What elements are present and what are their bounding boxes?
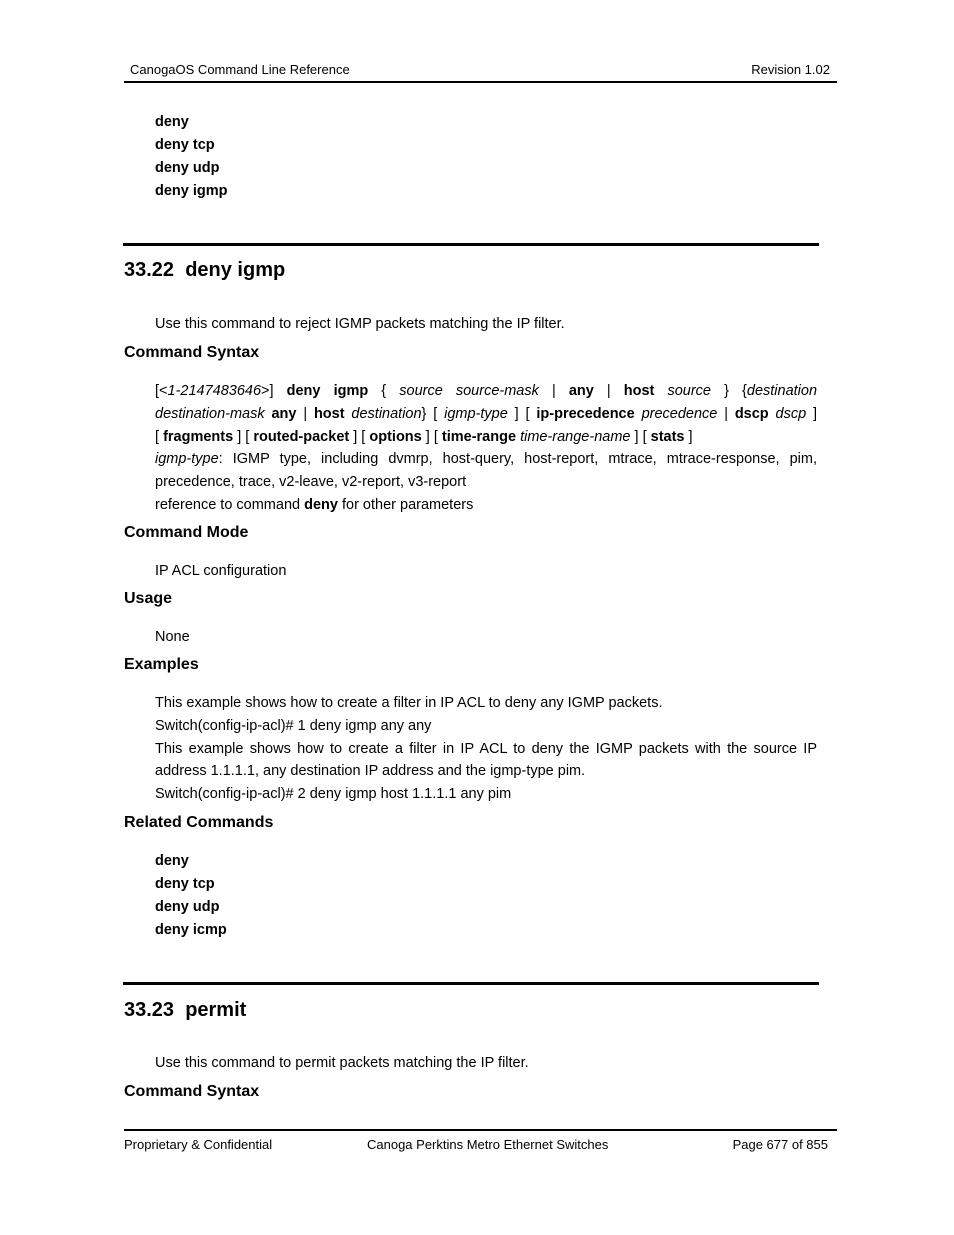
list-item: deny bbox=[155, 114, 189, 130]
related-commands-list bbox=[155, 850, 227, 942]
header-title: CanogaOS Command Line Reference bbox=[130, 62, 350, 77]
related-commands-heading: Related Commands bbox=[124, 814, 274, 831]
list-item: deny udp bbox=[155, 899, 220, 915]
syntax-line-2: destination-mask any | host destination} [ igmp-type ] [ ip-precedence precedence | dscp dscp ] bbox=[155, 405, 818, 422]
footer-page-number: Page 677 of 855 bbox=[732, 1137, 828, 1152]
command-mode-heading: Command Mode bbox=[124, 524, 249, 541]
list-item: deny bbox=[155, 853, 189, 869]
syntax-line-1: [<1-2147483646>] deny igmp { source source-mask | any | host source } {destination bbox=[155, 383, 818, 399]
syntax-line-3: [ fragments ] [ routed-packet ] [ options ] [ time-range time-range-name ] [ stats ] bbox=[155, 428, 693, 445]
command-mode-value: IP ACL configuration bbox=[155, 563, 287, 579]
section-rule bbox=[123, 243, 819, 246]
list-item: deny tcp bbox=[155, 876, 215, 892]
section-heading bbox=[124, 999, 246, 1022]
example-2-description: This example shows how to create a filter in IP ACL to deny the IGMP packets with the source IP bbox=[155, 740, 817, 757]
example-2-description-cont: address 1.1.1.1, any destination IP address and the igmp-type pim. bbox=[155, 763, 586, 780]
list-item: deny udp bbox=[155, 160, 220, 176]
reference-command: deny bbox=[304, 496, 338, 513]
example-1-command: Switch(config-ip-acl)# 1 deny igmp any any bbox=[155, 717, 432, 734]
section-intro: Use this command to permit packets matching the IP filter. bbox=[155, 1055, 529, 1071]
examples-heading: Examples bbox=[124, 656, 199, 673]
section-rule bbox=[123, 982, 819, 985]
section-title: permit bbox=[185, 999, 247, 1021]
command-syntax-block bbox=[155, 380, 817, 517]
footer-center: Canoga Perktins Metro Ethernet Switches bbox=[367, 1137, 609, 1152]
section-intro: Use this command to reject IGMP packets matching the IP filter. bbox=[155, 316, 565, 332]
footer-rule bbox=[124, 1129, 837, 1131]
usage-heading: Usage bbox=[124, 590, 173, 607]
section-number: 33.23 bbox=[124, 999, 175, 1021]
command-syntax-heading: Command Syntax bbox=[124, 1083, 260, 1100]
header-rule bbox=[124, 81, 837, 83]
list-item: deny tcp bbox=[155, 137, 215, 153]
reference-line: reference to command deny for other parameters bbox=[155, 496, 474, 513]
list-item: deny icmp bbox=[155, 922, 227, 938]
list-item: deny igmp bbox=[155, 183, 228, 199]
footer-left: Proprietary & Confidential bbox=[124, 1137, 273, 1152]
section-heading bbox=[124, 259, 285, 282]
section-number: 33.22 bbox=[124, 259, 175, 281]
igmp-type-description: igmp-type: IGMP type, including dvmrp, host-query, host-report, mtrace, mtrace-response, pim, bbox=[155, 451, 817, 468]
command-syntax-heading: Command Syntax bbox=[124, 344, 260, 361]
igmp-type-description-cont: precedence, trace, v2-leave, v2-report, v3-report bbox=[155, 474, 467, 491]
example-1-description: This example shows how to create a filter in IP ACL to deny any IGMP packets. bbox=[155, 695, 663, 711]
header-revision: Revision 1.02 bbox=[751, 62, 830, 77]
top-related-list bbox=[155, 111, 228, 203]
examples-block bbox=[155, 692, 817, 806]
example-2-command: Switch(config-ip-acl)# 2 deny igmp host 1.1.1.1 any pim bbox=[155, 786, 512, 803]
section-title: deny igmp bbox=[185, 259, 286, 281]
usage-value: None bbox=[155, 629, 190, 645]
